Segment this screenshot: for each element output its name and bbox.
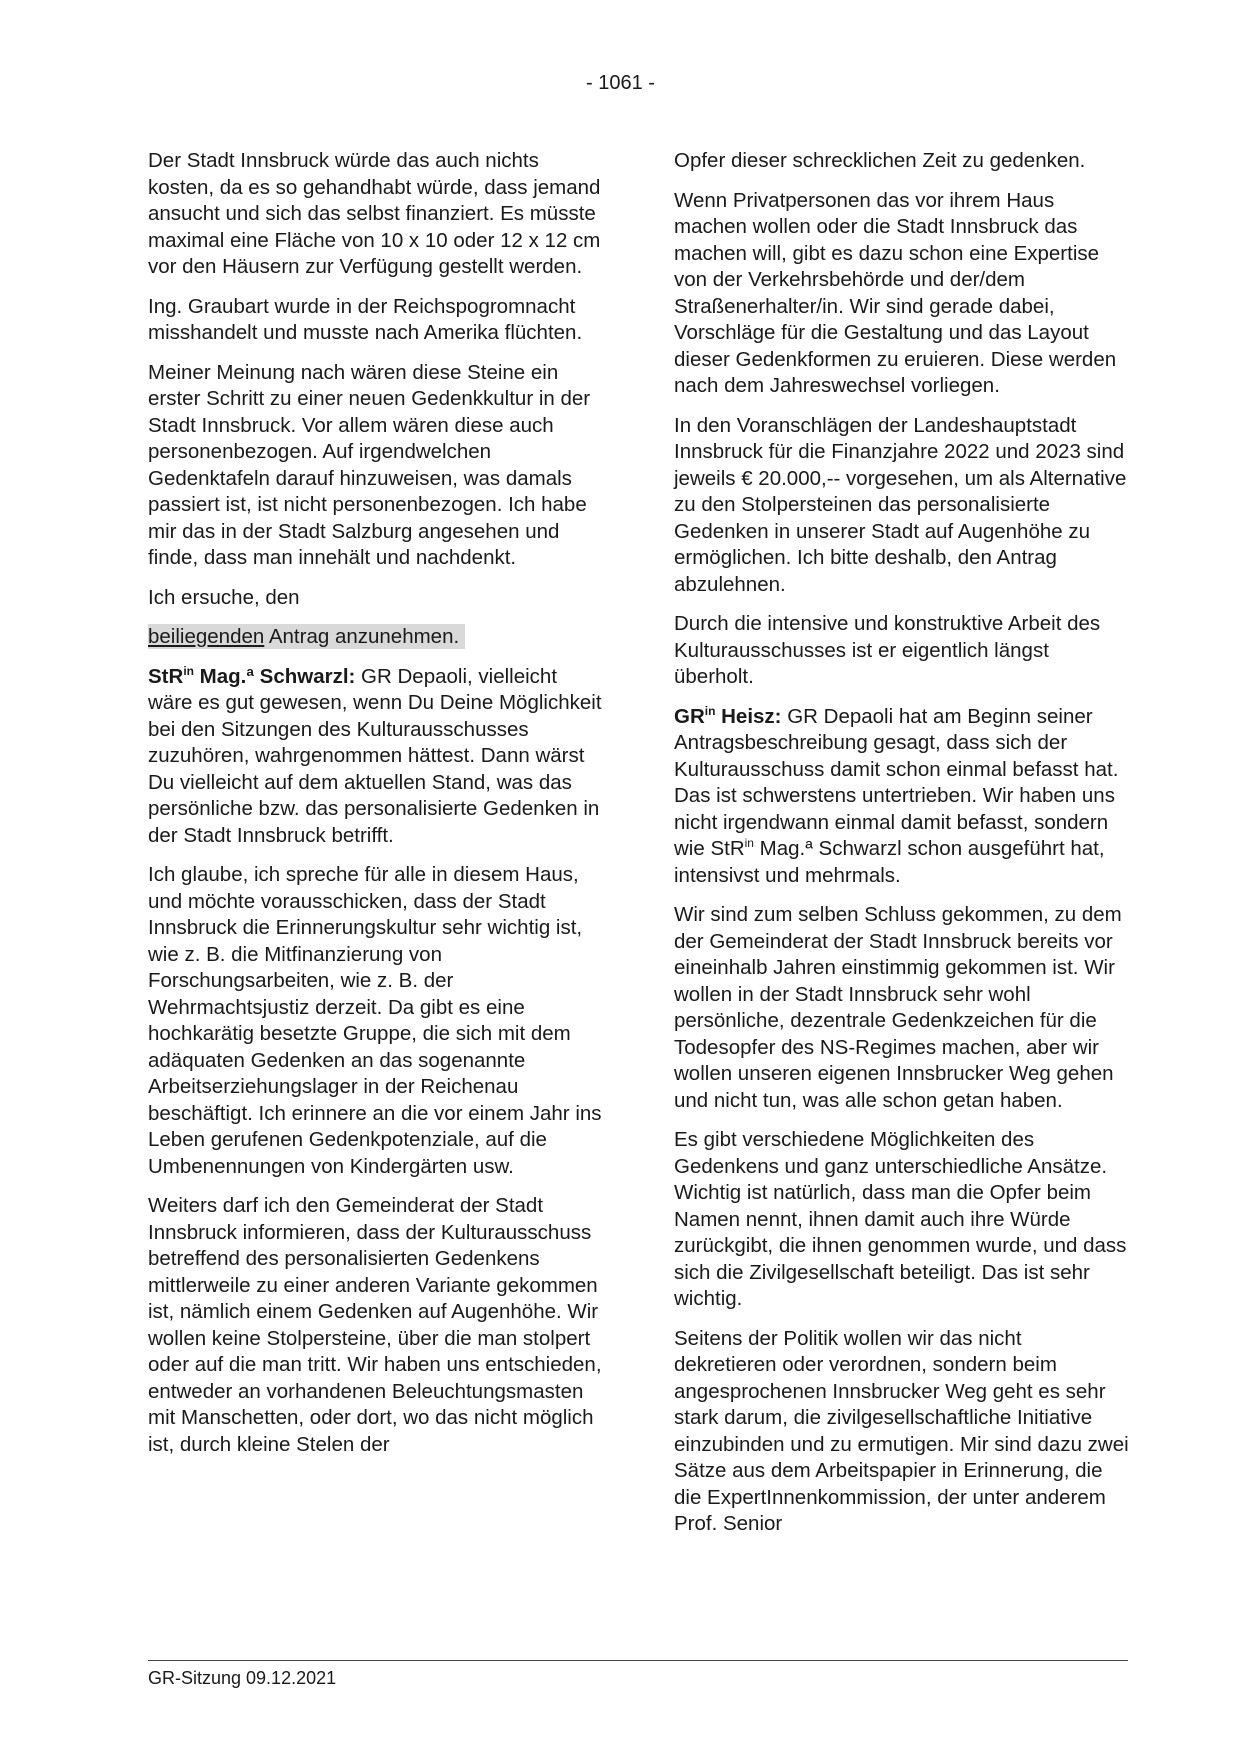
speaker-name: StR$^{in}$ Mag.ª Schwarzl: [148, 663, 356, 688]
page-number: - 1061 - [586, 72, 655, 94]
speech-text: GR Depaoli, vielleicht wäre es gut gewesen, wenn Du Deine Möglichkeit bei den Sitzungen des Kulturausschusses zuzuhören, wahrgenommen hättest. Dann wärst Du vielleicht auf dem aktuellen Stand, was das persönliche bzw. das personalisierte Gedenken in der Stadt Innsbruck betrifft. [148, 664, 602, 847]
paragraph: Opfer dieser schrecklichen Zeit zu gedenken. [674, 149, 1086, 172]
paragraph: In den Voranschlägen der Landeshauptstadt Innsbruck für die Finanzjahre 2022 und 2023 sind jeweils € 20.000,-- vorgesehen, um als Alternative zu den Stolpersteinen das personalisierte Gedenken in unserer Stadt auf Augenhöhe zu ermöglichen. Ich bitte deshalb, den Antrag abzulehnen. [674, 413, 1127, 596]
speech-paragraph [148, 664, 603, 850]
right-column [674, 148, 1129, 1551]
motion-text: Antrag anzunehmen. [264, 625, 460, 648]
footer-text: GR-Sitzung 09.12.2021 [148, 1668, 337, 1688]
paragraph: Wir sind zum selben Schluss gekommen, zu dem der Gemeinderat der Stadt Innsbruck bereits vor eineinhalb Jahren einstimmig gekommen ist. Wir wollen in der Stadt Innsbruck sehr wohl persönliche, dezentrale Gedenkzeichen für die Todesopfer des NS-Regimes machen, aber wir wollen unseren eigenen Innsbrucker Weg gehen und nicht tun, was alle schon getan haben. [674, 903, 1122, 1112]
speech-paragraph [674, 704, 1129, 890]
motion-highlight [148, 624, 465, 649]
left-column [148, 148, 603, 1471]
paragraph: Wenn Privatpersonen das vor ihrem Haus machen wollen oder die Stadt Innsbruck das machen will, gibt es dazu schon eine Expertise von der Verkehrsbehörde und der/dem Straßenerhalter/in. Wir sind gerade dabei, Vorschläge für die Gestaltung und das Layout dieser Gedenkformen zu eruieren. Diese werden nach dem Jahreswechsel vorliegen. [674, 188, 1117, 397]
superscript: in [744, 836, 754, 851]
speech-text: GR Depaoli hat am Beginn seiner Antragsbeschreibung gesagt, dass sich der Kulturausschuss damit schon einmal befasst hat. Das ist schwerstens untertrieben. Wir haben uns nicht irgendwann einmal damit befasst, sondern wie StR [674, 704, 1119, 860]
speaker-name: $GR^{in}$ Heisz: [674, 703, 782, 728]
paragraph: Seitens der Politik wollen wir das nicht dekretieren oder verordnen, sondern beim angesprochenen Innsbrucker Weg geht es sehr stark darum, die zivilgesellschaftliche Initiative einzubinden und zu ermutigen. Mir sind dazu zwei Sätze aus dem Arbeitspapier in Erinnerung, die die ExpertInnenkommission, der unter anderem Prof. Senior [674, 1326, 1129, 1535]
footer-rule [148, 1660, 1128, 1661]
paragraph: Ing. Graubart wurde in der Reichspogromnacht misshandelt und musste nach Amerika flüchten. [148, 294, 583, 344]
paragraph: Der Stadt Innsbruck würde das auch nichts kosten, da es so gehandhabt würde, dass jemand ansucht und sich das selbst finanziert. Es müsste maximal eine Fläche von 10 x 10 oder 12 x 12 cm vor den Häusern zur Verfügung gestellt werden. [148, 149, 601, 278]
paragraph: Weiters darf ich den Gemeinderat der Stadt Innsbruck informieren, dass der Kulturausschuss betreffend des personalisierten Gedenkens mittlerweile zu einer anderen Variante gekommen ist, nämlich einem Gedenken auf Augenhöhe. Wir wollen keine Stolpersteine, über die man stolpert oder auf die man tritt. Wir haben uns entschieden, entweder an vorhandenen Beleuchtungsmasten mit Manschetten, oder dort, wo das nicht möglich ist, durch kleine Stelen der [148, 1194, 602, 1456]
motion-link[interactable]: beiliegenden [148, 625, 265, 648]
speech-text: Mag.ª Schwarzl schon ausgeführt hat, intensivst und mehrmals. [674, 837, 1105, 887]
paragraph: Ich ersuche, den [148, 585, 300, 609]
motion-line [148, 624, 603, 651]
paragraph: Meiner Meinung nach wären diese Steine ein erster Schritt zu einer neuen Gedenkkultur in der Stadt Innsbruck. Vor allem wären diese auch personenbezogen. Auf irgendwelchen Gedenktafeln darauf hinzuweisen, was damals passiert ist, ist nicht personenbezogen. Ich habe mir das in der Stadt Salzburg angesehen und finde, dass man innehält und nachdenkt. [148, 360, 591, 569]
paragraph: Es gibt verschiedene Möglichkeiten des Gedenkens und ganz unterschiedliche Ansätze. Wichtig ist natürlich, dass man die Opfer beim Namen nennt, ihnen damit auch ihre Würde zurückgibt, die ihnen genommen wurde, und dass sich die Zivilgesellschaft beteiligt. Das ist sehr wichtig. [674, 1128, 1127, 1310]
paragraph: Ich glaube, ich spreche für alle in diesem Haus, und möchte vorausschicken, dass der Stadt Innsbruck die Erinnerungskultur sehr wichtig ist, wie z. B. die Mitfinanzierung von Forschungsarbeiten, wie z. B. der Wehrmachtsjustiz derzeit. Da gibt es eine hochkarätig besetzte Gruppe, die sich mit dem adäquaten Gedenken an das sogenannte Arbeitserziehungslager in der Reichenau beschäftigt. Ich erinnere an die vor einem Jahr ins Leben gerufenen Gedenkpotenziale, auf die Umbenennungen von Kindergärten usw. [148, 863, 602, 1178]
paragraph: Durch die intensive und konstruktive Arbeit des Kulturausschusses ist er eigentlich längst überholt. [674, 612, 1101, 688]
